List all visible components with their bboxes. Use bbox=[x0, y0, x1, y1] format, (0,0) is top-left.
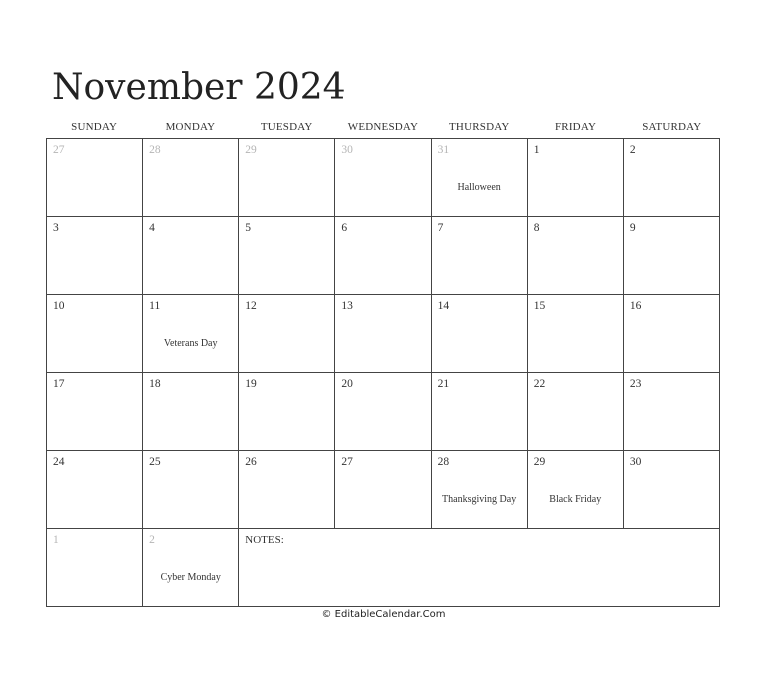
day-number: 1 bbox=[533, 144, 540, 156]
day-cell[interactable] bbox=[143, 529, 239, 607]
day-cell[interactable] bbox=[335, 217, 431, 295]
day-cell[interactable] bbox=[239, 139, 335, 217]
day-number: 14 bbox=[437, 300, 450, 312]
day-number: 29 bbox=[533, 456, 546, 468]
day-number: 22 bbox=[533, 378, 546, 390]
day-cell[interactable] bbox=[239, 373, 335, 451]
day-cell[interactable] bbox=[528, 295, 624, 373]
day-cell[interactable] bbox=[624, 373, 720, 451]
day-number: 9 bbox=[629, 222, 636, 234]
day-cell[interactable] bbox=[624, 295, 720, 373]
day-number: 27 bbox=[341, 456, 353, 468]
calendar-grid bbox=[46, 138, 720, 607]
day-cell[interactable] bbox=[335, 373, 431, 451]
day-number: 27 bbox=[53, 144, 65, 156]
day-cell[interactable] bbox=[47, 451, 143, 529]
day-number: 1 bbox=[53, 534, 59, 546]
day-number: 16 bbox=[629, 300, 642, 312]
day-cell[interactable] bbox=[239, 295, 335, 373]
day-number: 4 bbox=[149, 222, 155, 234]
day-number: 12 bbox=[245, 300, 257, 312]
day-number: 28 bbox=[437, 456, 450, 468]
day-cell[interactable] bbox=[239, 217, 335, 295]
weekday-wednesday: WEDNESDAY bbox=[347, 121, 419, 133]
day-cell[interactable] bbox=[47, 217, 143, 295]
day-number: 8 bbox=[533, 222, 540, 234]
page-title: November 2024 bbox=[52, 67, 346, 108]
day-cell[interactable] bbox=[624, 451, 720, 529]
day-cell[interactable] bbox=[432, 217, 528, 295]
day-cell[interactable] bbox=[432, 451, 528, 529]
day-number: 11 bbox=[149, 300, 161, 312]
day-number: 2 bbox=[149, 534, 155, 546]
day-number: 20 bbox=[341, 378, 353, 390]
day-number: 5 bbox=[245, 222, 252, 234]
day-number: 10 bbox=[53, 300, 65, 312]
day-number: 24 bbox=[53, 456, 65, 468]
day-number: 31 bbox=[437, 144, 450, 156]
day-number: 7 bbox=[437, 222, 444, 234]
day-cell[interactable] bbox=[335, 295, 431, 373]
day-number: 25 bbox=[149, 456, 161, 468]
day-cell[interactable] bbox=[47, 139, 143, 217]
day-number: 18 bbox=[149, 378, 161, 390]
day-number: 15 bbox=[533, 300, 546, 312]
holiday-label: Halloween bbox=[457, 182, 501, 193]
day-cell[interactable] bbox=[47, 529, 143, 607]
day-cell[interactable] bbox=[143, 373, 239, 451]
day-number: 17 bbox=[53, 378, 65, 390]
day-number: 23 bbox=[629, 378, 642, 390]
weekday-sunday: SUNDAY bbox=[71, 121, 118, 133]
day-cell[interactable] bbox=[47, 295, 143, 373]
day-cell[interactable] bbox=[528, 139, 624, 217]
holiday-label: Veterans Day bbox=[163, 338, 218, 349]
day-cell[interactable] bbox=[528, 217, 624, 295]
day-number: 30 bbox=[629, 456, 642, 468]
notes-area[interactable] bbox=[239, 529, 720, 607]
day-cell[interactable] bbox=[528, 451, 624, 529]
weekday-saturday: SATURDAY bbox=[642, 121, 702, 133]
day-number: 19 bbox=[245, 378, 257, 390]
day-cell[interactable] bbox=[624, 217, 720, 295]
day-number: 26 bbox=[245, 456, 257, 468]
holiday-label: Thanksgiving Day bbox=[442, 494, 517, 505]
day-cell[interactable] bbox=[143, 217, 239, 295]
day-number: 21 bbox=[437, 378, 450, 390]
day-cell[interactable] bbox=[528, 373, 624, 451]
day-number: 6 bbox=[341, 222, 348, 234]
weekday-friday: FRIDAY bbox=[554, 121, 597, 133]
day-number: 28 bbox=[149, 144, 161, 156]
day-cell[interactable] bbox=[432, 139, 528, 217]
weekday-header bbox=[46, 120, 720, 138]
day-cell[interactable] bbox=[335, 451, 431, 529]
day-cell[interactable] bbox=[335, 139, 431, 217]
day-cell[interactable] bbox=[143, 451, 239, 529]
day-number: 29 bbox=[245, 144, 257, 156]
day-number: 2 bbox=[629, 144, 636, 156]
holiday-label: Black Friday bbox=[549, 494, 602, 505]
day-number: 13 bbox=[341, 300, 353, 312]
weekday-tuesday: TUESDAY bbox=[260, 121, 313, 133]
day-cell[interactable] bbox=[624, 139, 720, 217]
notes-label: NOTES: bbox=[245, 534, 284, 546]
weekday-monday: MONDAY bbox=[165, 121, 216, 133]
day-number: 3 bbox=[53, 222, 59, 234]
day-number: 30 bbox=[341, 144, 353, 156]
day-cell[interactable] bbox=[47, 373, 143, 451]
day-cell[interactable] bbox=[432, 295, 528, 373]
day-cell[interactable] bbox=[143, 295, 239, 373]
copyright-footer: © EditableCalendar.Com bbox=[321, 609, 446, 620]
weekday-thursday: THURSDAY bbox=[449, 121, 510, 133]
day-cell[interactable] bbox=[432, 373, 528, 451]
holiday-label: Cyber Monday bbox=[160, 572, 221, 583]
day-cell[interactable] bbox=[143, 139, 239, 217]
day-cell[interactable] bbox=[239, 451, 335, 529]
